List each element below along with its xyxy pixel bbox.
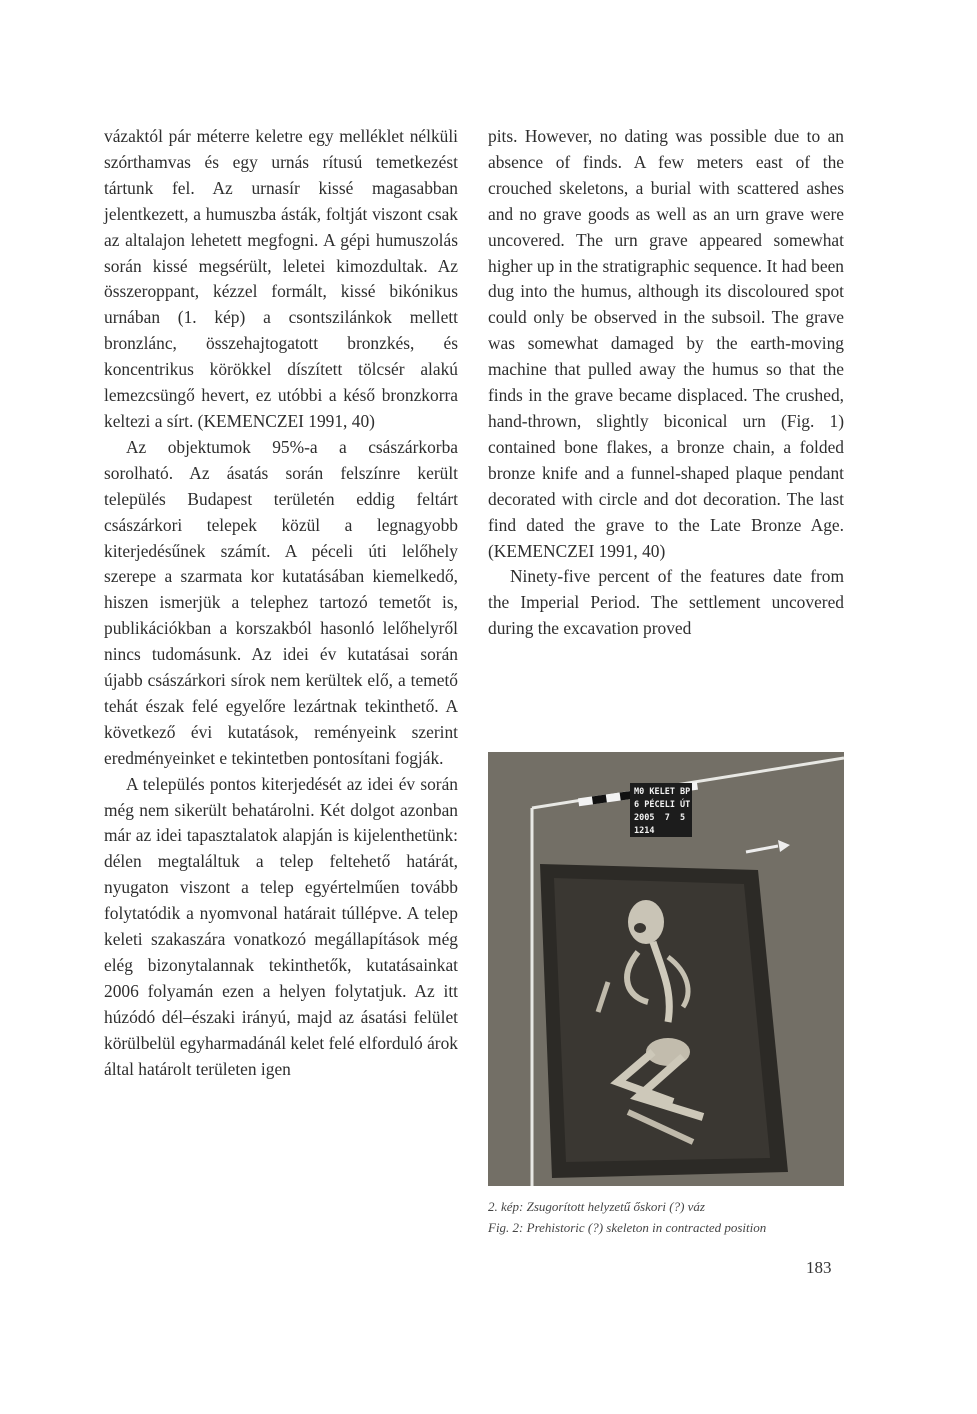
right-text-column	[488, 124, 844, 642]
paragraph: vázaktól pár méterre keletre egy melléklet nélküli szórthamvas és egy urnás rítusú temetkezést tártunk fel. Az urnasír kissé magasabban jelentkezett, a humuszba ásták, foltját viszont csak az altalajon lehetett megfogni. A gépi humuszolás során kissé megsérült, leletei kimozdultak. Az összeroppant, kézzel formált, kissé bikónikus urnában (1. kép) a csontszilánkok mellett bronzlánc, összehajtogatott bronzkés, és koncentrikus körökkel díszített tölcsér alakú lemezcsüngő hevert, ez utóbbi a késő bronzkorra keltezi a sírt. (KEMENCZEI 1991, 40)	[104, 126, 458, 431]
paragraph: Ninety-five percent of the features date from the Imperial Period. The settlement uncovered during the excavation proved	[488, 566, 844, 639]
figure-caption	[488, 1196, 848, 1238]
page-number: 183	[806, 1258, 832, 1277]
left-text-column	[104, 124, 458, 1083]
paragraph: Az objektumok 95%-a a császárkorba sorolható. Az ásatás során felszínre került település Budapest területén eddig feltárt császárkori telepek közül a legnagyobb kiterjedésűnek számít. A péceli úti lelőhely szerepe a szarmata kor kutatásában kiemelkedő, hiszen ismerjük a telephez tartozó temetőt is, publikációkban a korszakból hasonló lelőhelyről nincs tudomásunk. Az idei év kutatásai során újabb császárkori sírok nem kerültek elő, a temető tehát észak felé egyelőre lezártnak tekinthető. A következő évi kutatások, reményeink szerint eredményeinket e tekintetben pontosítani fogják.	[104, 436, 458, 768]
photo-label-board: M0 KELET BP 6 PÉCELI ÚT 2005 7 5 1214	[630, 783, 692, 837]
paragraph: A település pontos kiterjedését az idei év során még nem sikerült behatárolni. Két dolgot azonban már az idei tapasztalatok alapján is kijelenthetünk: délen megtaláltuk a telep feltehető határát, nyugaton viszont a telep egyértelműen tovább folytatódik a nyomvonal határait túllépve. A telep keleti szakaszára vonatkozó megállapítások még elég bizonytalannak tekinthetők, kutatásainkat 2006 folyamán ezen a helyen folytatjuk. Az itt húzódó dél–északi irányú, majd az ásatási felület körülbelül egyharmadánál kelet felé elforduló árok által határolt területen igen	[104, 773, 458, 1079]
paragraph: pits. However, no dating was possible due to an absence of finds. A few meters east of the crouched skeletons, a burial with scattered ashes and no grave goods as well as an urn grave were uncovered. The urn grave appeared somewhat higher up in the stratigraphic sequence. It had been dug into the humus, although its discoloured spot could only be observed in the subsoil. The grave was somewhat damaged by the earth-moving machine that pulled away the humus so that the finds in the grave became displaced. The crushed, hand-thrown, slightly biconical urn (Fig. 1) contained bone flakes, a bronze chain, a folded bronze knife and a funnel-shaped plaque pendant decorated with circle and dot decoration. The last find dated the grave to the Late Bronze Age. (KEMENCZEI 1991, 40)	[488, 126, 844, 561]
caption-english: Fig. 2: Prehistoric (?) skeleton in contracted position	[488, 1220, 767, 1235]
caption-hungarian: 2. kép: Zsugorított helyzetű őskori (?) váz	[488, 1199, 705, 1214]
excavation-photo	[488, 752, 844, 1186]
